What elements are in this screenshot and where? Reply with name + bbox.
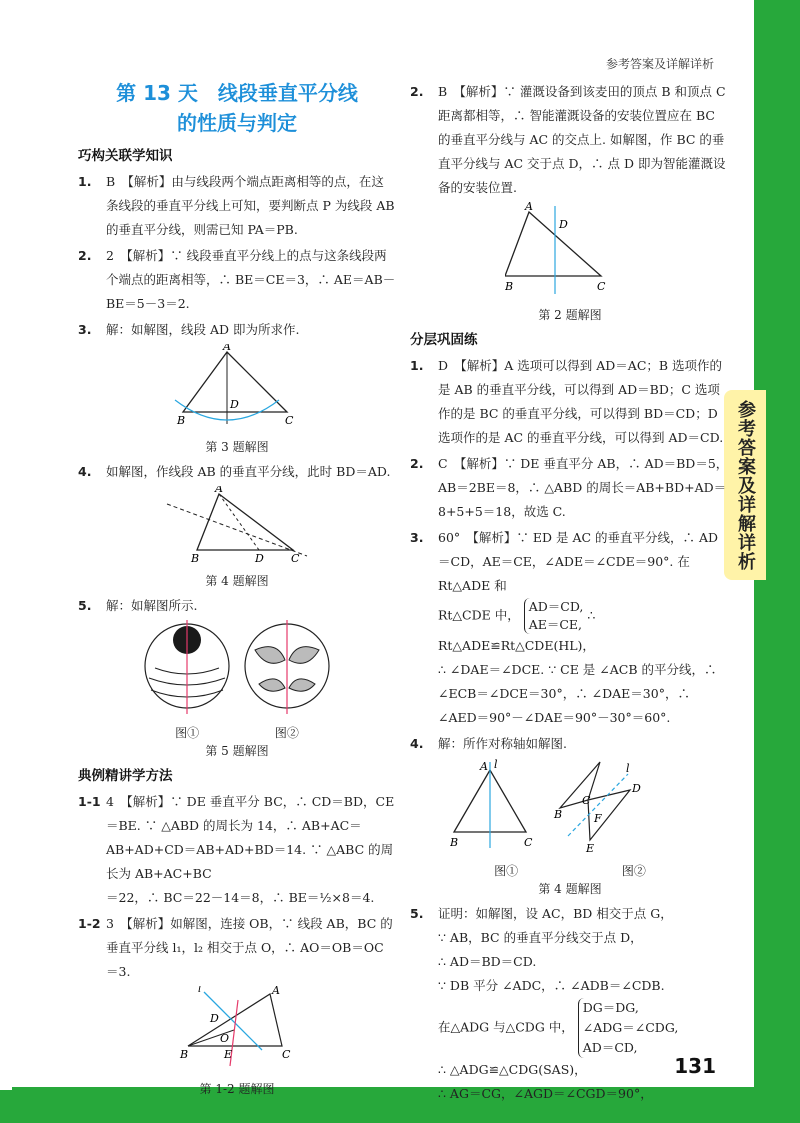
figure-caption: 第 5 题解图: [205, 744, 269, 758]
label-d: D: [559, 218, 568, 231]
figure-caption: 第 4 题解图: [205, 574, 269, 588]
item-text: 3 【解析】如解图，连接 OB，∵ 线段 AB，BC 的垂直平分线 l₁，l₂ 相交于点 O，∴ AO＝OB＝OC＝3.: [106, 916, 393, 979]
item-number: 3.: [78, 322, 92, 337]
label-d: D: [230, 398, 239, 411]
item-number: 2.: [410, 456, 424, 471]
list-item: [410, 80, 730, 200]
list-item: [410, 452, 730, 524]
figure-q1-2: [78, 986, 396, 1098]
label-b: B: [505, 280, 514, 293]
label-l: l: [626, 762, 630, 775]
list-item: [410, 354, 730, 450]
list-item: [410, 526, 730, 730]
figure-caption: 第 3 题解图: [205, 440, 269, 454]
item-text: 2 【解析】∵ 线段垂直平分线上的点与这条线段两个端点的距离相等，∴ BE＝CE＝3，∴ AE＝AB－BE＝5－3＝2.: [106, 248, 396, 311]
item-number: 5.: [410, 906, 424, 921]
label-c: C: [524, 836, 533, 849]
item-text: 解：所作对称轴如解图.: [438, 736, 567, 751]
left-band: [0, 40, 12, 1090]
triangle-bisector-figure: [157, 486, 317, 564]
item-text: 60° 【解析】∵ ED 是 AC 的垂直平分线，∴ AD＝CD，AE＝CE，∠ADE＝∠CDE＝90°. 在 Rt△ADE 和: [438, 530, 719, 593]
proof-line: ∵ AB，BC 的垂直平分线交于点 D，: [438, 930, 643, 945]
figure-q2: [410, 202, 730, 324]
figure-caption: 第 4 题解图: [538, 882, 602, 896]
label-a: A: [223, 344, 231, 353]
item-number: 5.: [78, 598, 92, 613]
label-a: A: [215, 486, 223, 495]
page-title: [78, 78, 396, 138]
brace-block: [438, 998, 730, 1058]
irrigation-figure: [505, 202, 635, 298]
label-b: B: [180, 1048, 189, 1061]
figure-sub-labels: [410, 862, 730, 880]
label-d: D: [632, 782, 641, 795]
brace-line: AD＝CD,: [582, 1040, 638, 1055]
brace-group: [524, 598, 584, 634]
title-line-2: 的性质与判定: [177, 111, 297, 135]
item-number: 1-1: [78, 794, 101, 809]
item-number: 2.: [410, 84, 424, 99]
running-header: 参考答案及详解详析: [605, 57, 714, 71]
figure-q4-left: [78, 486, 396, 590]
figure-q3: [78, 344, 396, 456]
brace-prefix: 在△ADG 与△CDG 中，: [438, 1019, 574, 1035]
label-b: B: [191, 552, 200, 564]
label-c: C: [291, 552, 300, 564]
list-item: [78, 460, 396, 484]
list-item: [78, 912, 396, 984]
label-b: B: [450, 836, 459, 849]
item-number: 4.: [78, 464, 92, 479]
list-item: [78, 318, 396, 342]
label-d: D: [210, 1012, 219, 1025]
brace-line: DG＝DG,: [582, 1000, 639, 1015]
item-text: 如解图，作线段 AB 的垂直平分线，此时 BD＝AD.: [106, 464, 391, 479]
list-item: [78, 594, 396, 618]
section-heading-examples: 典例精讲学方法: [78, 768, 173, 784]
label-c: C: [597, 280, 606, 293]
brace-line: AE＝CE,: [528, 617, 583, 632]
sub-label-2: 图②: [621, 864, 646, 878]
sub-label-2: 图②: [274, 726, 299, 740]
figure-q5: [78, 620, 396, 760]
proof-line: ∴ AG＝CG，∠AGD＝∠CGD＝90°，: [438, 1086, 653, 1101]
top-band: [0, 0, 800, 40]
right-column: [410, 78, 730, 1108]
list-item: [410, 732, 730, 756]
label-d: D: [255, 552, 264, 564]
sub-label-1: 图①: [175, 726, 200, 740]
figure-caption: 第 1-2 题解图: [199, 1082, 275, 1096]
item-text: B 【解析】由与线段两个端点距离相等的点，在这条线段的垂直平分线上可知，要判断点 P 为线段 AB 的垂直平分线，则需已知 PA＝PB.: [106, 174, 395, 237]
label-l: l: [494, 758, 498, 771]
label-e: E: [586, 842, 595, 854]
brace-line: AD＝CD,: [528, 599, 584, 614]
left-column: [78, 78, 396, 1102]
label-b: B: [554, 808, 563, 821]
section-heading-practice: 分层巩固练: [410, 332, 478, 348]
list-item: [78, 170, 396, 242]
item-text: D 【解析】A 选项可以得到 AD＝AC；B 选项作的是 AB 的垂直平分线，可以得到 AD＝BD；C 选项作的是 BC 的垂直平分线，可以得到 BD＝CD；D 选项作的是 AC 的垂直平分线，可以得到 AD＝CD.: [438, 358, 724, 445]
label-e: E: [224, 1048, 233, 1061]
item-text: B 【解析】∵ 灌溉设备到该麦田的顶点 B 和顶点 C 距离都相等，∴ 智能灌溉设备的安装位置应在 BC 的垂直平分线与 AC 的交点上. 如解图，作 BC 的垂直平分线与 AC 交于点 D，∴ 点 D 即为智能灌溉设备的安装位置.: [438, 84, 726, 195]
label-a: A: [480, 760, 488, 773]
label-b: B: [177, 414, 186, 427]
side-tab[interactable]: 参考答案及详解详析: [724, 390, 766, 580]
label-c: C: [282, 1048, 291, 1061]
two-bisectors-figure: [172, 986, 302, 1072]
proof-line: ∵ DB 平分 ∠ADC，∴ ∠ADB＝∠CDB.: [438, 978, 665, 993]
label-a: A: [272, 986, 280, 997]
brace-group: [578, 998, 679, 1058]
triangle-figure: [167, 344, 307, 430]
section-heading-knowledge: 巧构关联学知识: [78, 148, 173, 164]
item-text-continued: ∴ ∠DAE＝∠DCE. ∵ CE 是 ∠ACB 的平分线，∴ ∠ECB＝∠DCE＝30°，∴ ∠DAE＝30°，∴ ∠AED＝90°－∠DAE＝90°－30°＝60°.: [438, 662, 717, 725]
brace-suffix: ∴ Rt△ADE≌Rt△CDE(HL)，: [438, 607, 596, 653]
figure-sub-labels: [78, 724, 396, 742]
title-line-1: 第 13 天 线段垂直平分线: [116, 81, 358, 105]
brace-block: [438, 598, 730, 658]
item-number: 2.: [78, 248, 92, 263]
list-item: [78, 244, 396, 316]
sub-label-1: 图①: [494, 864, 519, 878]
symmetry-axis-figure: [450, 758, 690, 854]
page-number: 131: [674, 1054, 716, 1078]
symmetric-pattern-figure: [137, 620, 337, 716]
item-text: 4 【解析】∵ DE 垂直平分 BC，∴ CD＝BD，CE＝BE. ∵ △ABD 的周长为 14，∴ AB+AC＝AB+AD+CD＝AB+AD+BD＝14. ∵ △ABC 的周长为 AB+AC+BC: [106, 794, 395, 881]
item-number: 1.: [410, 358, 424, 373]
item-number: 3.: [410, 530, 424, 545]
item-text-continued: ＝22，∴ BC＝22－14＝8，∴ BE＝½×8＝4.: [106, 890, 375, 905]
item-number: 1.: [78, 174, 92, 189]
brace-line: ∠ADG＝∠CDG,: [582, 1020, 679, 1035]
label-c: C: [285, 414, 294, 427]
item-text: 解：如解图所示.: [106, 598, 198, 613]
proof-line: ∴ AD＝BD＝CD.: [438, 954, 537, 969]
figure-q4-right: [410, 758, 730, 898]
item-number: 4.: [410, 736, 424, 751]
label-o: O: [220, 1032, 230, 1045]
proof-line: 证明：如解图，设 AC，BD 相交于点 G，: [438, 906, 673, 921]
item-text: C 【解析】∵ DE 垂直平分 AB，∴ AD＝BD＝5，AB＝2BE＝8，∴ △ABD 的周长＝AB+BD+AD＝8+5+5＝18，故选 C.: [438, 456, 729, 519]
label-a: A: [525, 202, 533, 213]
figure-caption: 第 2 题解图: [538, 308, 602, 322]
label-l1: l: [198, 986, 202, 995]
list-item: [410, 902, 730, 1106]
item-number: 1-2: [78, 916, 101, 931]
list-item: [78, 790, 396, 910]
proof-line: ∴ △ADG≌△CDG(SAS)，: [438, 1062, 587, 1077]
item-text: 解：如解图，线段 AD 即为所求作.: [106, 322, 300, 337]
label-f: F: [594, 812, 602, 825]
brace-prefix: Rt△CDE 中，: [438, 607, 520, 623]
label-c: C: [582, 794, 591, 807]
